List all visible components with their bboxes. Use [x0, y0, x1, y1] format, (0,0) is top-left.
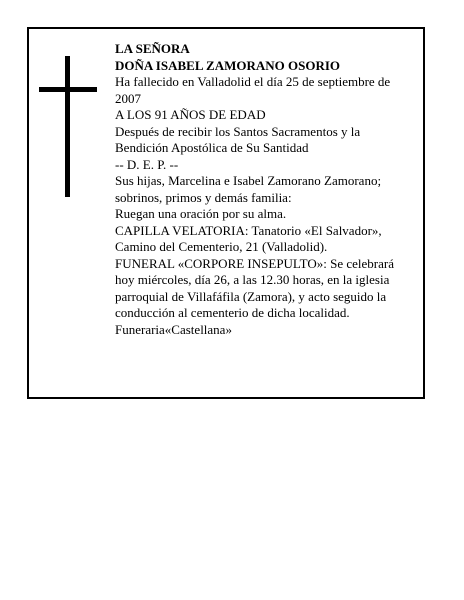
- death-announcement: Ha fallecido en Valladolid el día 25 de septiembre de 2007: [115, 74, 391, 106]
- funeral-info: FUNERAL «CORPORE INSEPULTO»: Se celebrará hoy miércoles, día 26, a las 12.30 horas, en la iglesia parroquial de Villafáfila (Zamora), y acto seguido la conducción al cementerio de dicha localidad.: [115, 255, 395, 320]
- chapel-info: CAPILLA VELATORIA: Tanatorio «El Salvador», Camino del Cementerio, 21 (Valladolid).: [115, 222, 382, 254]
- notice-text: [115, 41, 415, 338]
- prayer-request: Ruegan una oración por su alma.: [115, 206, 287, 221]
- age-at-death: A LOS 91 AÑOS DE EDAD: [115, 107, 266, 122]
- family-text: Sus hijas, Marcelina e Isabel Zamorano Zamorano; sobrinos, primos y demás familia:: [115, 173, 382, 205]
- sacraments-text: Después de recibir los Santos Sacramentos y la Bendición Apostólica de Su Santidad: [115, 123, 361, 155]
- cross-vertical-bar: [65, 56, 70, 197]
- rest-in-peace: -- D. E. P. --: [115, 156, 179, 172]
- deceased-name: DOÑA ISABEL ZAMORANO OSORIO: [115, 57, 341, 73]
- notice-title: LA SEÑORA: [115, 41, 190, 56]
- cross-horizontal-bar: [39, 87, 97, 92]
- latin-cross-icon: [39, 56, 97, 197]
- obituary-notice: [27, 27, 425, 399]
- funeral-home: Funeraria«Castellana»: [115, 321, 232, 337]
